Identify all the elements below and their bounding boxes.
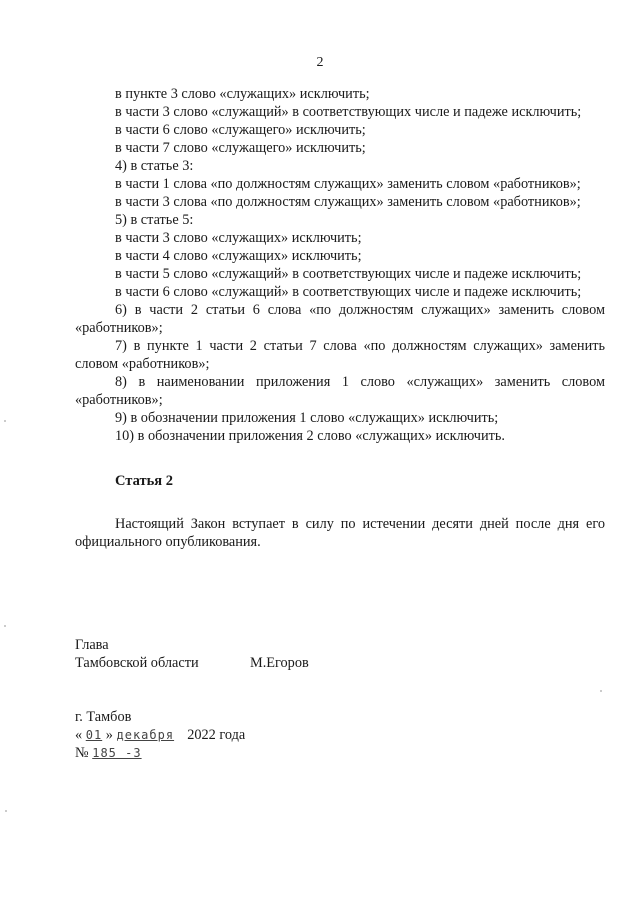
- city: г. Тамбов: [75, 709, 132, 725]
- date-line: [75, 726, 245, 744]
- amendment-paragraph: 8) в наименовании приложения 1 слово «служащих» заменить словом «работников»;: [75, 374, 605, 408]
- amendment-paragraph: в пункте 3 слово «служащих» исключить;: [115, 86, 370, 102]
- amendment-paragraph: в части 3 слово «служащих» исключить;: [115, 230, 362, 246]
- signatory-title-line2: Тамбовской области: [75, 655, 199, 671]
- amendment-paragraph: 4) в статье 3:: [115, 158, 194, 174]
- signatory-title-line1: Глава: [75, 637, 109, 653]
- date-year: 2022 года: [187, 727, 246, 743]
- date-month: декабря: [116, 728, 175, 742]
- number-value: 185 -3: [92, 746, 142, 760]
- number-prefix: №: [75, 745, 89, 761]
- amendment-paragraph: в части 5 слово «служащий» в соответствующих числе и падеже исключить;: [115, 266, 582, 282]
- amendment-paragraph: в части 6 слово «служащий» в соответствующих числе и падеже исключить;: [115, 284, 582, 300]
- amendments-list: [75, 85, 605, 445]
- quote-open: «: [75, 727, 83, 743]
- amendment-paragraph: в части 7 слово «служащего» исключить;: [115, 140, 366, 156]
- date-day: 01: [85, 728, 103, 742]
- scan-speck: [4, 625, 6, 627]
- amendment-paragraph: в части 1 слова «по должностям служащих» заменить словом «работников»;: [115, 176, 581, 192]
- document-footer: [75, 708, 245, 762]
- document-number: [75, 744, 245, 762]
- page-number: 2: [316, 55, 324, 70]
- signatory-name: М.Егоров: [250, 655, 309, 671]
- amendment-paragraph: 6) в части 2 статьи 6 слова «по должностям служащих» заменить словом «работников»;: [75, 302, 605, 336]
- signature-block: [75, 636, 309, 672]
- amendment-paragraph: 7) в пункте 1 части 2 статьи 7 слова «по должностям служащих» заменить словом «работников»;: [75, 338, 605, 372]
- quote-close: »: [105, 727, 113, 743]
- amendment-paragraph: 10) в обозначении приложения 2 слово «служащих» исключить.: [115, 428, 505, 444]
- article-heading: Статья 2: [115, 473, 173, 489]
- amendment-paragraph: в части 6 слово «служащего» исключить;: [115, 122, 366, 138]
- amendment-paragraph: 5) в статье 5:: [115, 212, 194, 228]
- scan-speck: [4, 420, 6, 422]
- amendment-paragraph: 9) в обозначении приложения 1 слово «служащих» исключить;: [115, 410, 499, 426]
- document-body: [75, 85, 605, 551]
- article-text: Настоящий Закон вступает в силу по истечении десяти дней после дня его официального опубликования.: [75, 516, 605, 550]
- amendment-paragraph: в части 4 слово «служащих» исключить;: [115, 248, 362, 264]
- scan-speck: [600, 690, 602, 692]
- amendment-paragraph: в части 3 слова «по должностям служащих» заменить словом «работников»;: [115, 194, 581, 210]
- scan-speck: [5, 810, 7, 812]
- amendment-paragraph: в части 3 слово «служащий» в соответствующих числе и падеже исключить;: [115, 104, 582, 120]
